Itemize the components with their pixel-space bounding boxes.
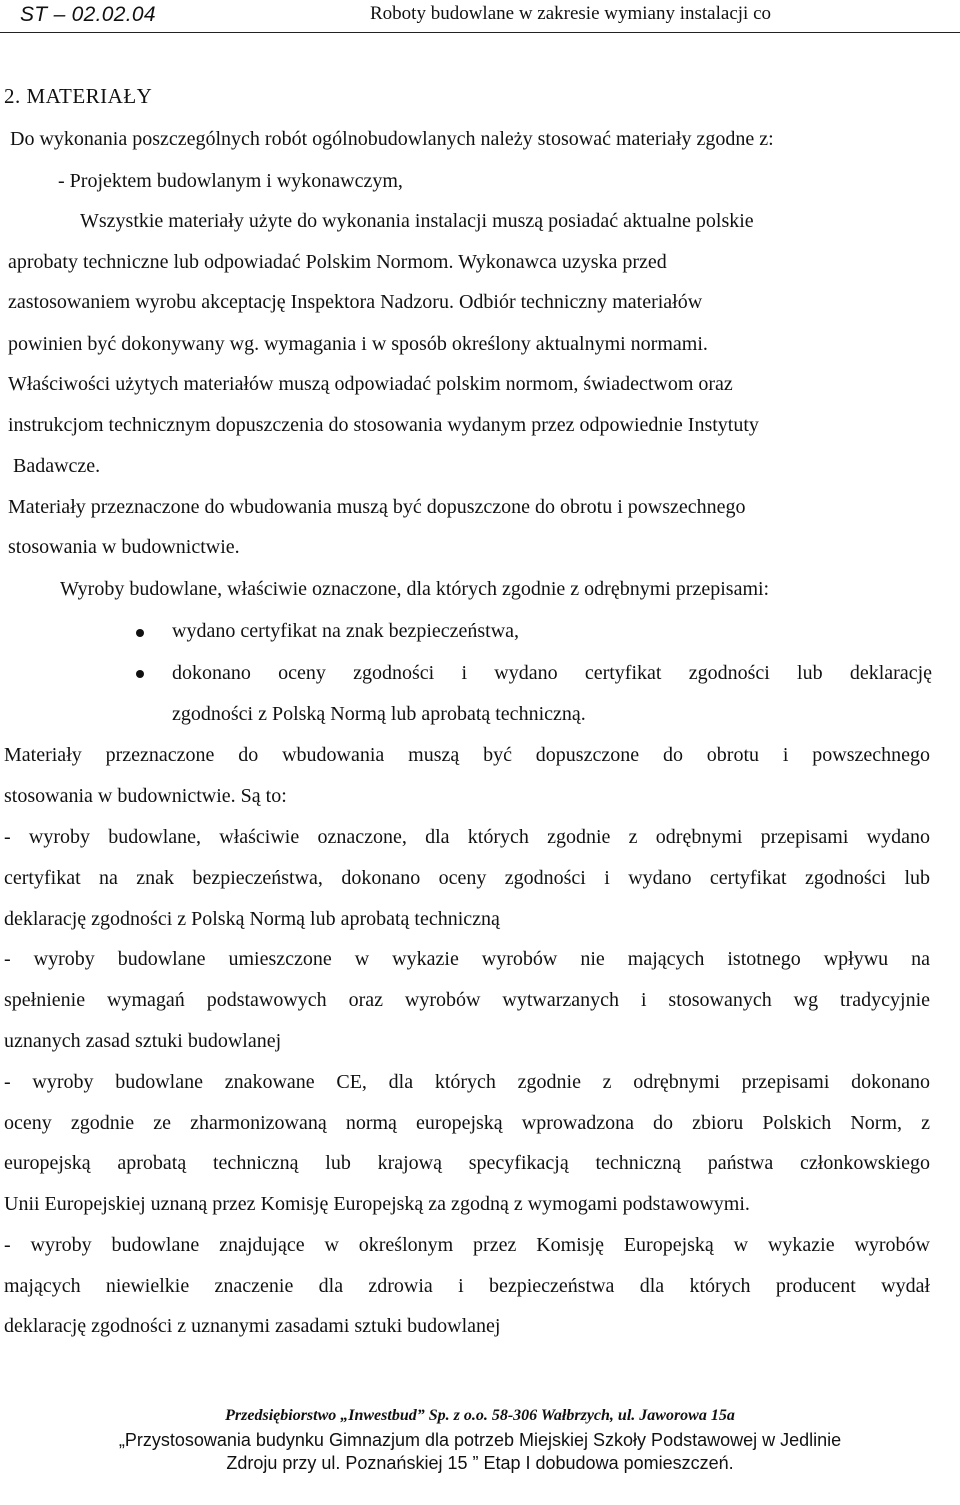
paragraph-line: stosowania w budownictwie.	[8, 536, 240, 558]
list-item: deklarację zgodności z Polską Normą lub aprobatą techniczną	[4, 908, 500, 930]
list-item: Unii Europejskiej uznaną przez Komisję Europejską za zgodną z wymogami podstawowymi.	[4, 1193, 750, 1215]
bullet-item: wydano certyfikat na znak bezpieczeństwa,	[172, 620, 520, 642]
list-item: oceny zgodnie ze zharmonizowaną normą europejską wprowadzona do zbioru Polskich Norm, z	[4, 1112, 930, 1134]
list-item: - wyroby budowlane umieszczone w wykazie wyrobów nie mających istotnego wpływu na	[4, 948, 930, 970]
header-divider	[0, 32, 960, 33]
footer-project-line: Zdroju przy ul. Poznańskiej 15 ” Etap I dobudowa pomieszczeń.	[226, 1453, 734, 1473]
page-header	[0, 0, 960, 34]
spec-code: ST – 02.02.04	[20, 3, 156, 26]
paragraph-line: Materiały przeznaczone do wbudowania muszą być dopuszczone do obrotu i powszechnego	[8, 496, 746, 518]
footer-project-line: „Przystosowania budynku Gimnazjum dla potrzeb Miejskiej Szkoły Podstawowej w Jedlinie	[118, 1430, 842, 1450]
list-item: - wyroby budowlane, właściwie oznaczone, dla których zgodnie z odrębnymi przepisami wydano	[4, 826, 930, 848]
paragraph-line: aprobaty techniczne lub odpowiadać Polskim Normom. Wykonawca uzyska przed	[8, 251, 667, 273]
paragraph-line: powinien być dokonywany wg. wymagania i w sposób określony aktualnymi normami.	[8, 333, 708, 355]
paragraph-line: Badawcze.	[13, 455, 101, 477]
list-item: - wyroby budowlane znajdujące w określonym przez Komisję Europejską w wykazie wyrobów	[4, 1234, 930, 1256]
section-title: 2. MATERIAŁY	[4, 84, 153, 108]
bullet-item-continuation: zgodności z Polską Normą lub aprobatą techniczną.	[172, 703, 586, 725]
paragraph-line: Właściwości użytych materiałów muszą odpowiadać polskim normom, świadectwom oraz	[8, 373, 733, 395]
list-item: - wyroby budowlane znakowane CE, dla których zgodnie z odrębnymi przepisami dokonano	[4, 1071, 930, 1093]
list-item: mających niewielkie znaczenie dla zdrowia i bezpieczeństwa dla których producent wydał	[4, 1275, 930, 1297]
paragraph-line: stosowania w budownictwie. Są to:	[4, 785, 287, 807]
list-item: deklarację zgodności z uznanymi zasadami sztuki budowlanej	[4, 1315, 501, 1337]
bullet-icon	[136, 670, 144, 678]
paragraph-line: instrukcjom technicznym dopuszczenia do stosowania wydanym przez odpowiednie Instytuty	[8, 414, 759, 436]
paragraph-line: Materiały przeznaczone do wbudowania muszą być dopuszczone do obrotu i powszechnego	[4, 744, 930, 766]
intro-line: Do wykonania poszczególnych robót ogólnobudowlanych należy stosować materiały zgodne z:	[10, 128, 774, 150]
list-item: certyfikat na znak bezpieczeństwa, dokonano oceny zgodności i wydano certyfikat zgodności lub	[4, 867, 930, 889]
footer-company: Przedsiębiorstwo „Inwestbud” Sp. z o.o. 58-306 Wałbrzych, ul. Jaworowa 15a	[225, 1407, 735, 1424]
list-item: spełnienie wymagań podstawowych oraz wyrobów wytwarzanych i stosowanych wg tradycyjnie	[4, 989, 930, 1011]
document-title: Roboty budowlane w zakresie wymiany instalacji co	[370, 3, 772, 24]
bullet-item: dokonano oceny zgodności i wydano certyfikat zgodności lub deklarację	[172, 662, 932, 684]
dash-item: - Projektem budowlanym i wykonawczym,	[58, 170, 403, 192]
paragraph-line: Wszystkie materiały użyte do wykonania instalacji muszą posiadać aktualne polskie	[80, 210, 754, 232]
list-item: uznanych zasad sztuki budowlanej	[4, 1030, 282, 1052]
paragraph-line: Wyroby budowlane, właściwie oznaczone, dla których zgodnie z odrębnymi przepisami:	[60, 578, 770, 600]
bullet-icon	[136, 629, 144, 637]
list-item: europejską aprobatą techniczną lub krajową specyfikacją techniczną państwa członkowskiego	[4, 1152, 930, 1174]
paragraph-line: zastosowaniem wyrobu akceptację Inspektora Nadzoru. Odbiór techniczny materiałów	[8, 291, 703, 313]
